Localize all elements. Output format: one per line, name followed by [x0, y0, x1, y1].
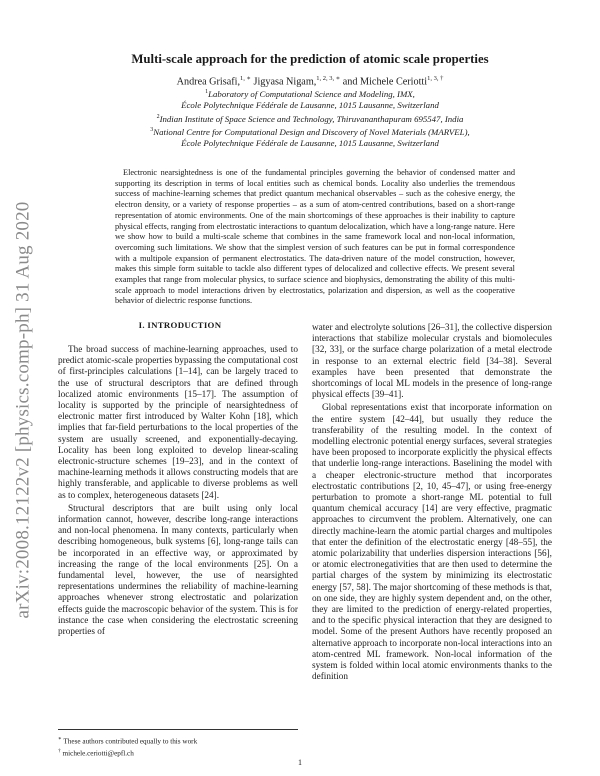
affiliation-line: École Polytechnique Fédérale de Lausanne, 1015 Lausanne, Switzerland: [181, 138, 439, 149]
affiliation-text: Laboratory of Computational Science and Modeling, IMX,: [208, 88, 415, 99]
footnote: [58, 747, 298, 759]
page-number: 1: [298, 758, 302, 767]
affiliations: [60, 87, 560, 150]
author-affiliation-mark: 1, 2, 3, ∗: [316, 75, 341, 82]
author-name: Michele Ceriotti: [360, 76, 428, 88]
abstract: Electronic nearsightedness is one of the fundamental principles governing the behavior of condensed matter and supporting its description in terms of local entities such as chemical bonds. Locality also underlies the tremendous success of machine-learning schemes that predict quantum mechanical observables – such as the cohesive energy, the electron density, or a variety of response properties – as a sum of atom-centred contributions, based on a short-range representation of atomic environments. One of the main shortcomings of these approaches is their inability to capture physical effects, ranging from electrostatic interactions to quantum delocalization, which have a long-range nature. Here we show how to build a multi-scale scheme that combines in the same framework local and non-local information, overcoming such limitations. We show that the simplest version of such features can be put in formal correspondence with a multipole expansion of permanent electrostatics. The data-driven nature of the model construction, however, makes this simple form suitable to tackle also different types of delocalized and collective effects. We present several examples that range from molecular physics, to surface science and biophysics, demonstrating the ability of this multi-scale approach to model interactions driven by electrostatics, polarization and dispersion, as well as the cooperative behavior of dielectric response functions.: [115, 168, 515, 306]
affiliation-number: 1: [205, 89, 209, 95]
affiliation-line: [60, 87, 560, 100]
body-paragraph: Global representations exist that incorporate information on the entire system [42–44], but usually they reduce the transferability of the resulting model. In the context of modelling electronic potential energy surfaces, several strategies have been proposed to incorporate explicitly the physical effects that underlie long-range interactions. Baselining the model with a cheaper electronic-structure method that incorporates electrostatic contributions [2, 10, 45–47], or using free-energy perturbation to promote a short-range ML potential to full quantum chemical accuracy [14] are very effective, pragmatic approaches to circumvent the problem. Alternatively, one can directly machine-learn the atomic partial charges and multipoles that enter the definition of the electrostatic energy [48–55], the atomic polarizability that underlies dispersion interactions [56], or atomic electronegativities that are then used to determine the partial charges of the system by minimizing its electrostatic energy [57, 58]. The major shortcoming of these methods is that, on one side, they are highly system dependent and, on the other, they are limited to the prediction of energy-related properties, and to the specific physical interaction that they are designed to model. Some of the present Authors have recently proposed an alternative approach to incorporate non-local interactions into an atom-centred ML framework. Non-local information of the system is folded within local atomic environments thanks to the definition: [312, 403, 552, 683]
section-heading: I. INTRODUCTION: [138, 320, 222, 330]
footnote-mark: ∗: [58, 736, 62, 742]
affiliation-line: [60, 112, 560, 125]
body-paragraph: The broad success of machine-learning approaches, used to predict atomic-scale properties bypassing the computational cost of first-principles calculations [1–14], can be largely traced to the use of structural descriptors that are defined through localized atomic environments [15–17]. The assumption of locality is supported by the principle of nearsightedness of electronic matter first introduced by Walter Kohn [18], which implies that far-field perturbations to the local properties of the system are usually screened, and exponentially-decaying. Locality has been long exploited to develop linear-scaling electronic-structure schemes [19–23], and in the context of machine-learning methods it allows constructing models that are highly transferable, and applicable to diverse problems as well as to complex, heterogeneous datasets [24].: [58, 345, 298, 501]
footnote-mark: †: [58, 747, 61, 754]
footnote-email: michele.ceriotti@epfl.ch: [62, 749, 134, 758]
left-column: [58, 345, 298, 638]
footnotes: [58, 729, 298, 759]
author-name: Jigyasa Nigam,: [253, 76, 317, 88]
author-affiliation-mark: 1, 3, †: [427, 75, 444, 82]
right-column: [312, 323, 552, 684]
footnote-text: These authors contributed equally to this work: [63, 737, 198, 746]
author-affiliation-mark: 1, ∗: [240, 75, 251, 82]
author-conjunction: and: [342, 76, 358, 88]
affiliation-number: 3: [150, 127, 154, 134]
affiliation-text: Indian Institute of Space Science and Technology, Thiruvananthapuram 695547, India: [159, 113, 464, 124]
affiliation-text: National Centre for Computational Design and Discovery of Novel Materials (MARVEL),: [153, 126, 470, 137]
paper-title: Multi-scale approach for the prediction of atomic scale properties: [131, 52, 489, 66]
footnote: [58, 735, 298, 747]
author-list: [60, 74, 560, 87]
affiliation-number: 2: [156, 113, 160, 120]
arxiv-identifier: [3, 150, 43, 670]
body-paragraph: water and electrolyte solutions [26–31], the collective dispersion interactions that stabilize molecular crystals and biomolecules [32, 33], or the surface charge polarization of a metal electrode in response to an external electric field [34–38]. Several examples have been presented that demonstrate the shortcomings of local ML models in the presence of long-range physical effects [39–41].: [312, 323, 552, 401]
affiliation-line: École Polytechnique Fédérale de Lausanne, 1015 Lausanne, Switzerland: [181, 100, 439, 111]
arxiv-identifier-text: arXiv:2008.12122v2 [physics.comp-ph] 31 Aug 2020: [12, 201, 34, 619]
author-name: Andrea Grisafi,: [176, 76, 241, 88]
body-paragraph: Structural descriptors that are built using only local information cannot, however, describe long-range interactions and non-local phenomena. In many contexts, particularly when describing homogeneous, bulk systems [6], long-range tails can be incorporated in an effective way, or approximated by increasing the range of the local environments [25]. On a fundamental level, however, the use of nearsighted representations undermines the reliability of machine-learning approaches whenever strong electrostatic and polarization effects guide the macroscopic behavior of the system. This is for instance the case when considering the electrostatic screening properties of: [58, 503, 298, 638]
affiliation-line: [60, 125, 560, 138]
